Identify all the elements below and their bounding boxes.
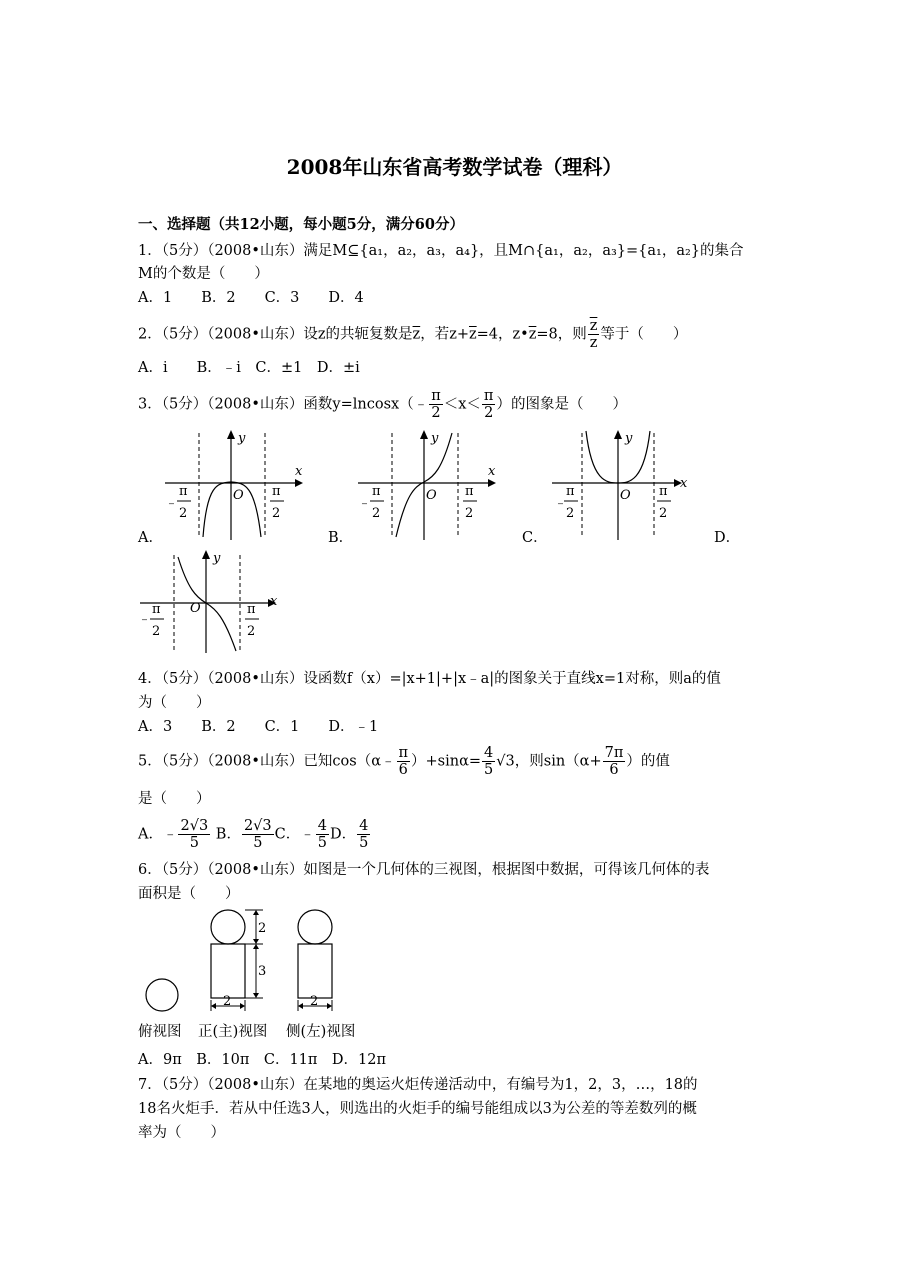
side-view-circle	[298, 910, 332, 944]
svg-text:﹣: ﹣	[165, 496, 179, 511]
view-label-top: 俯视图	[138, 1024, 182, 1040]
q4-stem-line1: 4．（5分）（2008•山东）设函数f（x）=|x+1|+|x﹣a|的图象关于直线x=1对称，则a的值	[138, 671, 721, 687]
front-view-circle	[211, 910, 245, 944]
q1-options: A．1 B．2 C．3 D．4	[138, 290, 364, 306]
q3-stem-pre: 3．（5分）（2008•山东）函数y=lncosx（﹣	[138, 396, 429, 413]
q7-stem-line3: 率为（ ）	[138, 1125, 225, 1141]
svg-text:π: π	[179, 484, 188, 499]
top-view-circle	[146, 979, 178, 1011]
q2-sum: z+	[449, 326, 469, 343]
svg-text:2: 2	[372, 506, 381, 521]
svg-text:2: 2	[152, 624, 161, 639]
q5-mid2: ，则sin（α+	[514, 753, 602, 770]
svg-text:π: π	[659, 484, 668, 499]
q1-stem-line1: 1．（5分）（2008•山东）满足M⊆{a₁，a₂，a₃，a₄}，且M∩{a₁，a₂，a₃}={a₁，a₂}的集合	[138, 243, 744, 259]
svg-text:﹣: ﹣	[358, 496, 372, 511]
graph-c	[542, 425, 702, 545]
side-view-rect	[298, 944, 332, 998]
svg-text:2: 2	[566, 506, 575, 521]
q5-options: A．﹣ $\frac{2√3}{5}$ B． $\frac{2√3}{5}$ C．﹣ $\frac{4}{5}$ D． $\frac{4}{5}$	[138, 818, 369, 851]
q5-frac-7pi6: $\frac{7\pi}{6}$	[604, 745, 624, 778]
page-title: 2008年山东省高考数学试卷（理科）	[286, 155, 623, 179]
q7-stem-line2: 18名火炬手．若从中任选3人，则选出的火炬手的编号能组成以3为公差的等差数列的概	[138, 1101, 697, 1117]
svg-text:π: π	[247, 602, 256, 617]
dim-side-width: 2	[310, 994, 319, 1009]
q2-prod-zbar: $\overline{z}$	[528, 326, 537, 343]
q5-sqrt3: √3	[496, 753, 515, 770]
q3-pi: π	[431, 388, 441, 404]
q2-stem-pre: 2．（5分）（2008•山东）设z的共轭复数是	[138, 326, 413, 343]
q2-zbar: $\overline{z}$	[412, 326, 421, 343]
q3-stem	[138, 388, 627, 421]
q5-opt-a: A．﹣	[138, 826, 178, 843]
svg-text:﹣: ﹣	[554, 496, 568, 511]
svg-text:2: 2	[179, 506, 188, 521]
q4-stem-line2: 为（ ）	[138, 695, 211, 711]
q2-mid: ，若	[420, 326, 450, 343]
svg-text:π: π	[465, 484, 474, 499]
origin-label: O	[233, 488, 244, 503]
three-view-figure	[135, 905, 375, 1020]
q2-prod: z•	[512, 326, 529, 343]
svg-text:π: π	[272, 484, 281, 499]
view-label-side: 侧(左)视图	[286, 1024, 356, 1040]
q2-sum-zbar: $\overline{z}$	[468, 326, 477, 343]
svg-text:O: O	[426, 488, 437, 503]
q3-tail: ）的图象是（ ）	[496, 396, 627, 413]
svg-text:y: y	[431, 431, 439, 446]
svg-text:y: y	[625, 431, 633, 446]
graph-a-label: A．	[138, 530, 163, 546]
graph-d	[130, 545, 290, 655]
svg-text:π: π	[566, 484, 575, 499]
graph-d-label: D．	[714, 530, 741, 546]
svg-text:O: O	[190, 601, 201, 616]
q3-frac-right	[482, 388, 496, 421]
svg-text:2: 2	[465, 506, 474, 521]
svg-text:x: x	[488, 464, 496, 479]
q2-fraction	[588, 318, 600, 351]
q2-frac-num: $\overline{z}$	[589, 318, 598, 334]
graph-c-label: C．	[522, 530, 548, 546]
q5-opt-b: B．	[215, 826, 241, 843]
view-label-front: 正(主)视图	[198, 1024, 268, 1040]
q3-frac-left	[429, 388, 443, 421]
axis-y-label: y	[238, 431, 246, 446]
q4-options: A．3 B．2 C．1 D．﹣1	[138, 719, 379, 735]
section-heading: 一、选择题（共12小题，每小题5分，满分60分）	[138, 216, 464, 233]
q6-options: A．9π B．10π C．11π D．12π	[138, 1052, 387, 1068]
graph-a	[155, 425, 315, 545]
q2-stem	[138, 318, 687, 351]
q5-frac-pi6: $\frac{\pi}{6}$	[398, 745, 409, 778]
q2-sum-eq: =4，	[476, 326, 513, 343]
q6-stem-line2: 面积是（ ）	[138, 886, 240, 902]
q5-opt-d: D．	[330, 826, 357, 843]
svg-text:π: π	[152, 602, 161, 617]
graph-b	[348, 425, 508, 545]
q3-two: 2	[431, 405, 441, 421]
q1-stem-line2: M的个数是（ ）	[138, 266, 269, 282]
front-view-rect	[211, 944, 245, 998]
q3-two-r: 2	[484, 405, 494, 421]
svg-text:2: 2	[659, 506, 668, 521]
q6-stem-line1: 6．（5分）（2008•山东）如图是一个几何体的三视图，根据图中数据，可得该几何体的表	[138, 862, 710, 878]
q2-options: A．i B．﹣i C．±1 D．±i	[138, 360, 360, 376]
q5-opt-c: C．﹣	[274, 826, 315, 843]
svg-text:y: y	[213, 551, 221, 566]
svg-text:2: 2	[272, 506, 281, 521]
svg-text:x: x	[270, 594, 278, 609]
q3-pi-r: π	[483, 388, 494, 404]
q2-frac-den: z	[589, 335, 598, 351]
axis-x-label: x	[295, 464, 303, 479]
graph-b-label: B．	[328, 530, 354, 546]
dim-front-width: 2	[223, 994, 232, 1009]
q5-stem-line2: 是（ ）	[138, 791, 211, 807]
dim-top-height: 2	[258, 921, 267, 936]
q5-tail: ）的值	[626, 753, 670, 770]
q5-stem	[138, 745, 670, 778]
svg-text:π: π	[372, 484, 381, 499]
q7-stem-line1: 7．（5分）（2008•山东）在某地的奥运火炬传递活动中，有编号为1，2，3，…，18的	[138, 1077, 698, 1093]
q5-mid1: ）+sinα=	[411, 753, 482, 770]
svg-text:x: x	[680, 476, 688, 491]
q5-stem-pre: 5．（5分）（2008•山东）已知cos（α﹣	[138, 753, 396, 770]
svg-text:﹣: ﹣	[138, 612, 152, 627]
svg-text:2: 2	[247, 624, 256, 639]
q2-tail: 等于（ ）	[600, 326, 688, 343]
svg-text:O: O	[620, 488, 631, 503]
q2-prod-eq: =8，则	[536, 326, 587, 343]
q3-mid: ＜x＜	[443, 396, 481, 413]
q5-frac-45: $\frac{4}{5}$	[484, 745, 494, 778]
dim-body-height: 3	[258, 964, 267, 979]
